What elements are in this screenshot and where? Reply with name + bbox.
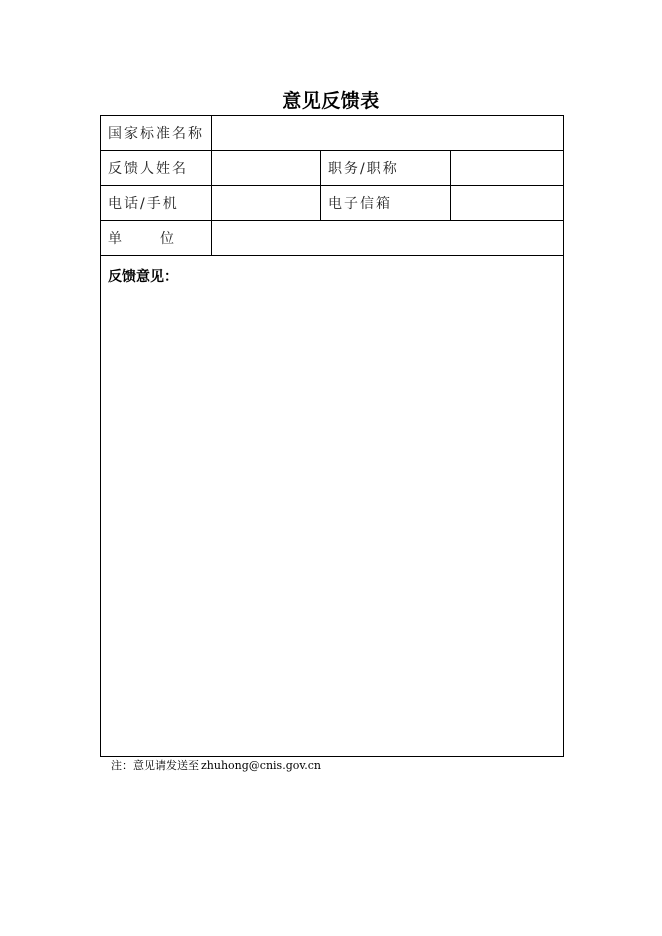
footnote	[111, 757, 321, 773]
table-row-standard-name	[101, 116, 564, 151]
unit-label-char-2: 位	[160, 231, 176, 247]
standard-name-field[interactable]	[212, 116, 564, 151]
table-row-unit	[101, 221, 564, 256]
feedback-form-table	[100, 115, 564, 757]
unit-label	[101, 221, 212, 256]
phone-field[interactable]	[212, 186, 321, 221]
feedback-area[interactable]	[101, 256, 564, 757]
table-row-feedback	[101, 256, 564, 757]
unit-label-char-1: 单	[108, 231, 124, 247]
name-field[interactable]	[212, 151, 321, 186]
footnote-email: zhuhong@cnis.gov.cn	[201, 759, 322, 772]
position-label: 职务/职称	[321, 151, 451, 186]
name-label: 反馈人姓名	[101, 151, 212, 186]
position-field[interactable]	[451, 151, 564, 186]
footnote-prefix: 注：意见请发送至	[111, 759, 199, 772]
unit-field[interactable]	[212, 221, 564, 256]
table-row-phone-email	[101, 186, 564, 221]
page-title: 意见反馈表	[282, 90, 380, 112]
feedback-label: 反馈意见：	[108, 269, 178, 285]
phone-label: 电话/手机	[101, 186, 212, 221]
table-row-name-position	[101, 151, 564, 186]
standard-name-label: 国家标准名称	[101, 116, 212, 151]
email-label: 电子信箱	[321, 186, 451, 221]
email-field[interactable]	[451, 186, 564, 221]
